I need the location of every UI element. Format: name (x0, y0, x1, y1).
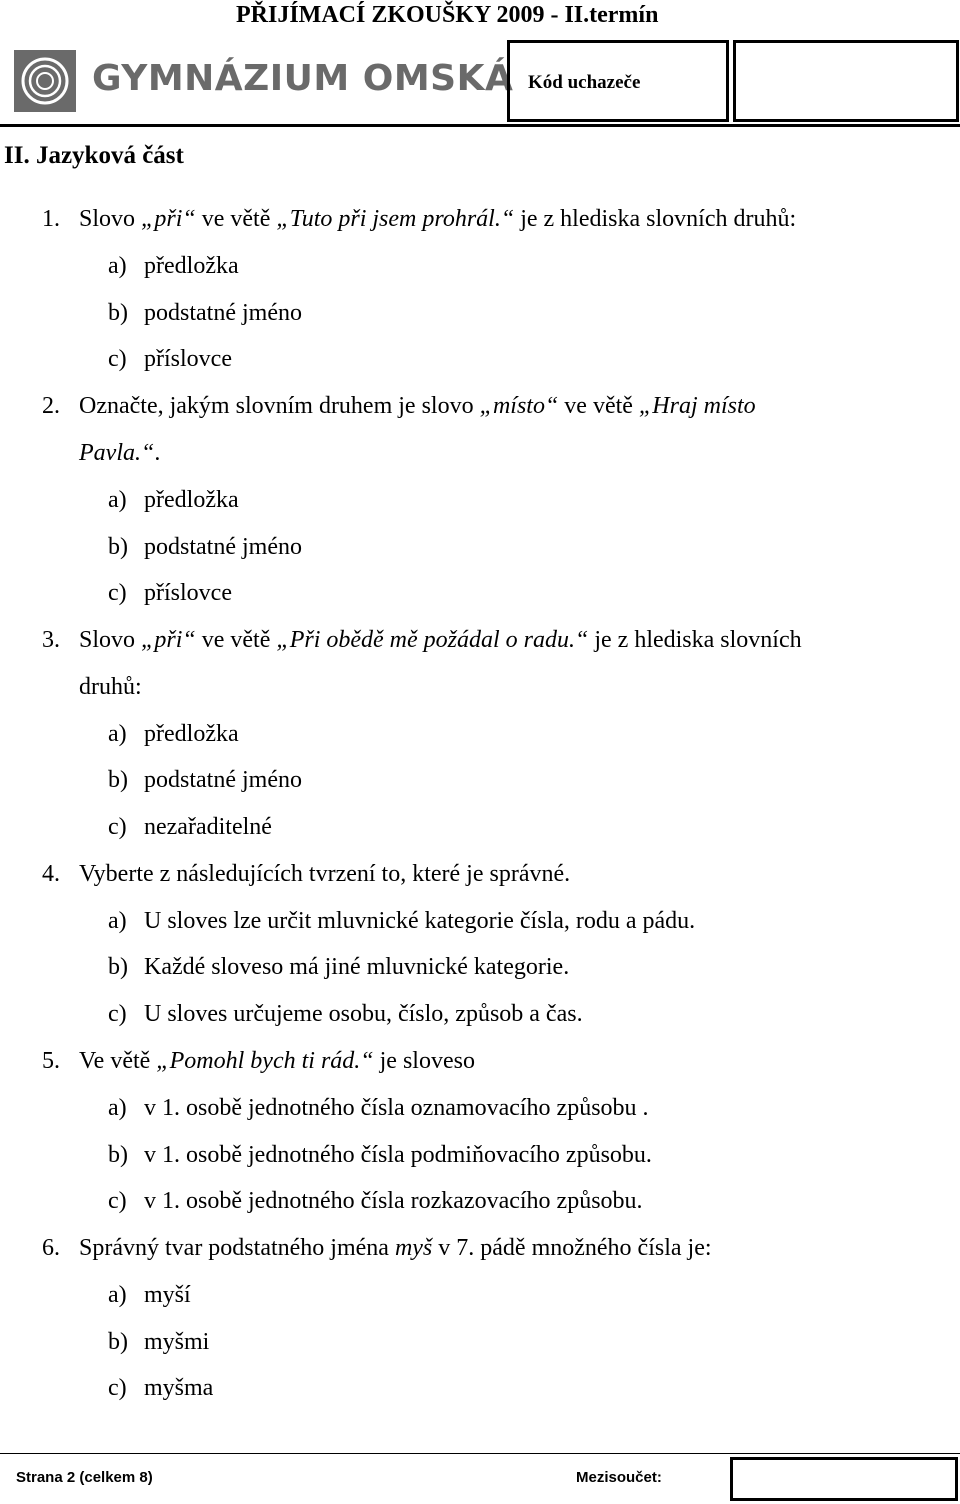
subtotal-label: Mezisoučet: (576, 1469, 662, 1486)
exam-title: PŘIJÍMACÍ ZKOUŠKY 2009 - II.termín (236, 2, 659, 28)
option-5c[interactable]: c) v 1. osobě jednotného čísla rozkazovacího způsobu. (108, 1188, 643, 1214)
option-2a[interactable]: a) předložka (108, 487, 239, 513)
option-3c[interactable]: c) nezařaditelné (108, 814, 272, 840)
option-5a[interactable]: a) v 1. osobě jednotného čísla oznamovacího způsobu . (108, 1095, 649, 1121)
header-divider (0, 124, 960, 127)
footer-divider (0, 1453, 960, 1454)
option-4c[interactable]: c) U sloves určujeme osobu, číslo, způsob a čas. (108, 1001, 583, 1027)
question-number: 4. (42, 861, 60, 887)
option-1a[interactable]: a) předložka (108, 253, 239, 279)
applicant-code-field[interactable] (733, 40, 959, 122)
option-1b[interactable]: b) podstatné jméno (108, 300, 302, 326)
question-text: Ve větě „Pomohl bych ti rád.“ je sloveso (79, 1048, 475, 1074)
question-text: Označte, jakým slovním druhem je slovo „místo“ ve větě „Hraj místo (79, 393, 756, 419)
question-number: 5. (42, 1048, 60, 1074)
option-6b[interactable]: b) myšmi (108, 1329, 210, 1355)
option-2b[interactable]: b) podstatné jméno (108, 534, 302, 560)
question-number: 3. (42, 627, 60, 653)
code-label: Kód uchazeče (528, 72, 641, 93)
option-3b[interactable]: b) podstatné jméno (108, 767, 302, 793)
option-2c[interactable]: c) příslovce (108, 580, 232, 606)
question-text: Správný tvar podstatného jména myš v 7. pádě množného čísla je: (79, 1235, 712, 1261)
question-text: Slovo „při“ ve větě „Při obědě mě požádal o radu.“ je z hlediska slovních (79, 627, 802, 653)
option-5b[interactable]: b) v 1. osobě jednotného čísla podmiňovacího způsobu. (108, 1142, 652, 1168)
option-4b[interactable]: b) Každé sloveso má jiné mluvnické kategorie. (108, 954, 570, 980)
school-logo-icon (14, 50, 76, 112)
option-6c[interactable]: c) myšma (108, 1375, 214, 1401)
section-title: II. Jazyková část (4, 142, 184, 169)
option-3a[interactable]: a) předložka (108, 721, 239, 747)
subtotal-field[interactable] (730, 1457, 958, 1501)
question-text: Vyberte z následujících tvrzení to, které je správné. (79, 861, 571, 887)
option-1c[interactable]: c) příslovce (108, 346, 232, 372)
question-number: 1. (42, 206, 60, 232)
option-4a[interactable]: a) U sloves lze určit mluvnické kategorie čísla, rodu a pádu. (108, 908, 696, 934)
school-name: GYMNÁZIUM OMSKÁ (92, 58, 514, 99)
page-number: Strana 2 (celkem 8) (16, 1469, 153, 1486)
question-number: 6. (42, 1235, 60, 1261)
question-text: Slovo „při“ ve větě „Tuto při jsem prohrál.“ je z hlediska slovních druhů: (79, 206, 797, 232)
option-6a[interactable]: a) myší (108, 1282, 191, 1308)
question-number: 2. (42, 393, 60, 419)
